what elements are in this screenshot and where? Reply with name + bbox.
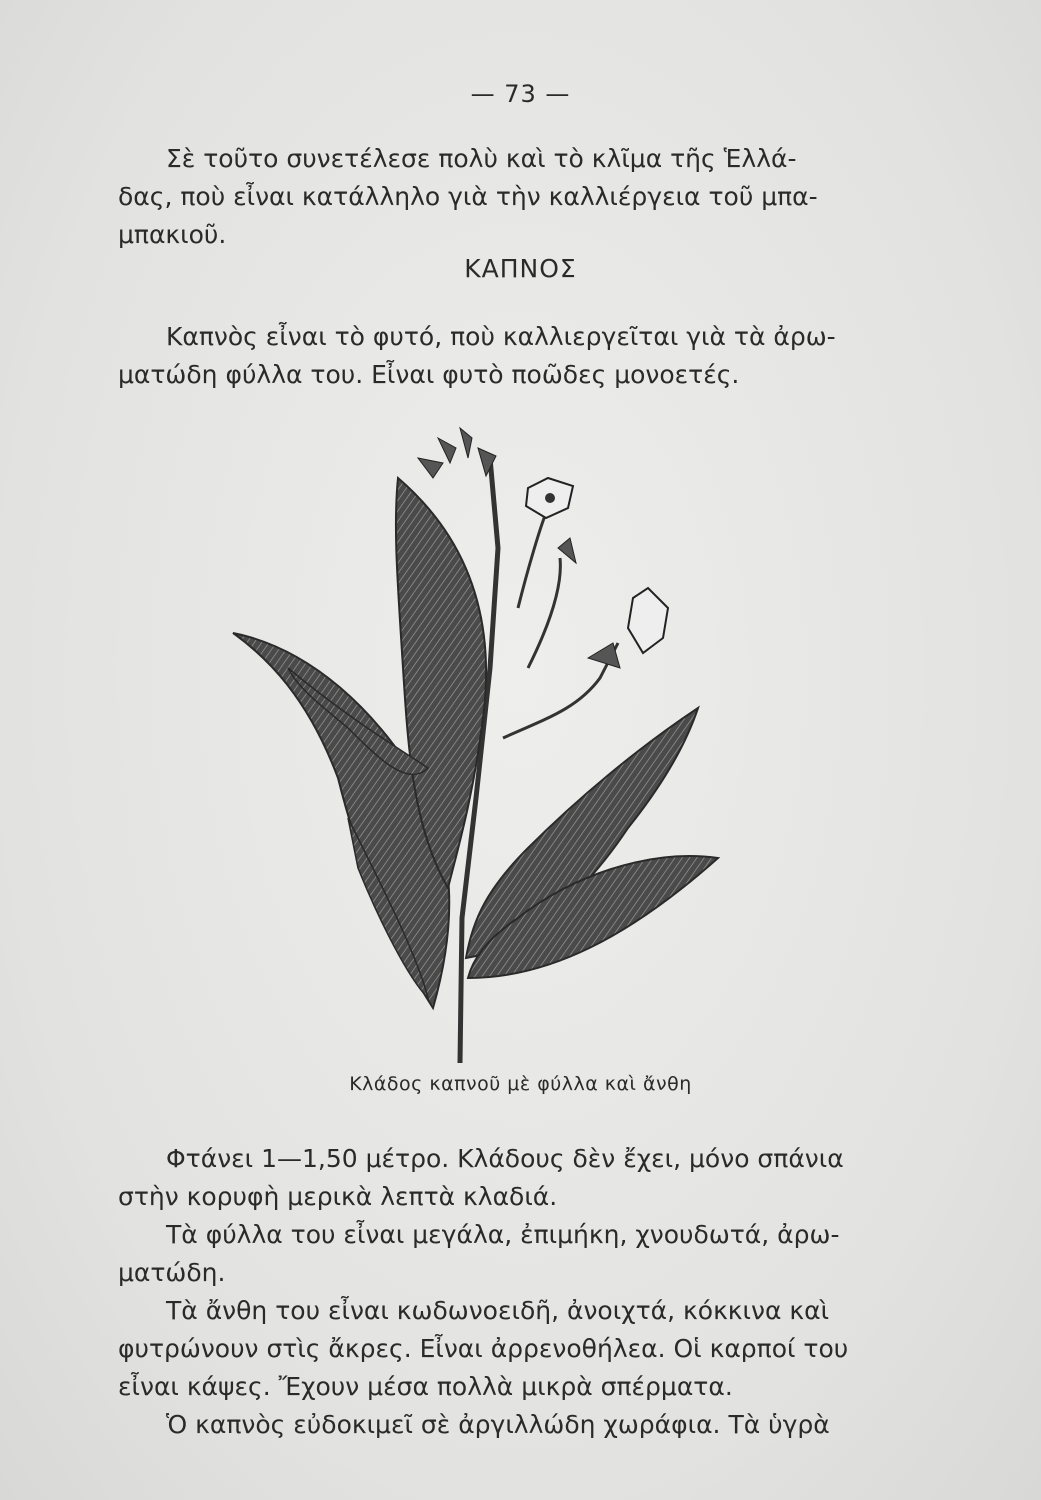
page-number: — 73 — [470, 80, 571, 108]
section-heading: ΚΑΠΝΟΣ [464, 254, 577, 283]
text-line: ματώδη φύλλα του. Εἶναι φυτὸ ποῶδες μονοετές. [118, 360, 740, 389]
body-paragraph [118, 1140, 890, 1216]
text-line: φυτρώνουν στὶς ἄκρες. Εἶναι ἀρρενοθήλεα. Οἱ καρποί του [118, 1334, 849, 1363]
text-line: Τὰ ἄνθη του εἶναι κωδωνοειδῆ, ἀνοιχτά, κόκκινα καὶ [166, 1296, 830, 1325]
definition-paragraph [118, 318, 890, 394]
text-line: Ὁ καπνὸς εὐδοκιμεῖ σὲ ἀργιλλώδη χωράφια. Τὰ ὑγρὰ [166, 1410, 830, 1439]
body-paragraph [118, 1292, 890, 1406]
text-line: Καπνὸς εἶναι τὸ φυτό, ποὺ καλλιεργεῖται γιὰ τὰ ἀρω- [166, 322, 836, 351]
text-line: ματώδη. [118, 1258, 226, 1287]
text-line: μπακιοῦ. [118, 220, 227, 249]
text-line: στὴν κορυφὴ μερικὰ λεπτὰ κλαδιά. [118, 1182, 558, 1211]
intro-paragraph [118, 140, 890, 254]
body-paragraph [118, 1216, 890, 1292]
figure-caption: Κλάδος καπνοῦ μὲ φύλλα καὶ ἄνθη [349, 1073, 692, 1095]
text-line: εἶναι κάψες. Ἔχουν μέσα πολλὰ μικρὰ σπέρματα. [118, 1372, 733, 1401]
text-line: Φτάνει 1—1,50 μέτρο. Κλάδους δὲν ἔχει, μόνο σπάνια [166, 1144, 844, 1173]
text-line: δας, ποὺ εἶναι κατάλληλο γιὰ τὴν καλλιέργεια τοῦ μπα- [118, 182, 818, 211]
tobacco-plant-illustration [228, 418, 728, 1068]
text-line: Σὲ τοῦτο συνετέλεσε πολὺ καὶ τὸ κλῖμα τῆς Ἑλλά- [166, 144, 797, 173]
text-line: Τὰ φύλλα του εἶναι μεγάλα, ἐπιμήκη, χνουδωτά, ἀρω- [166, 1220, 840, 1249]
body-paragraph [118, 1406, 890, 1444]
